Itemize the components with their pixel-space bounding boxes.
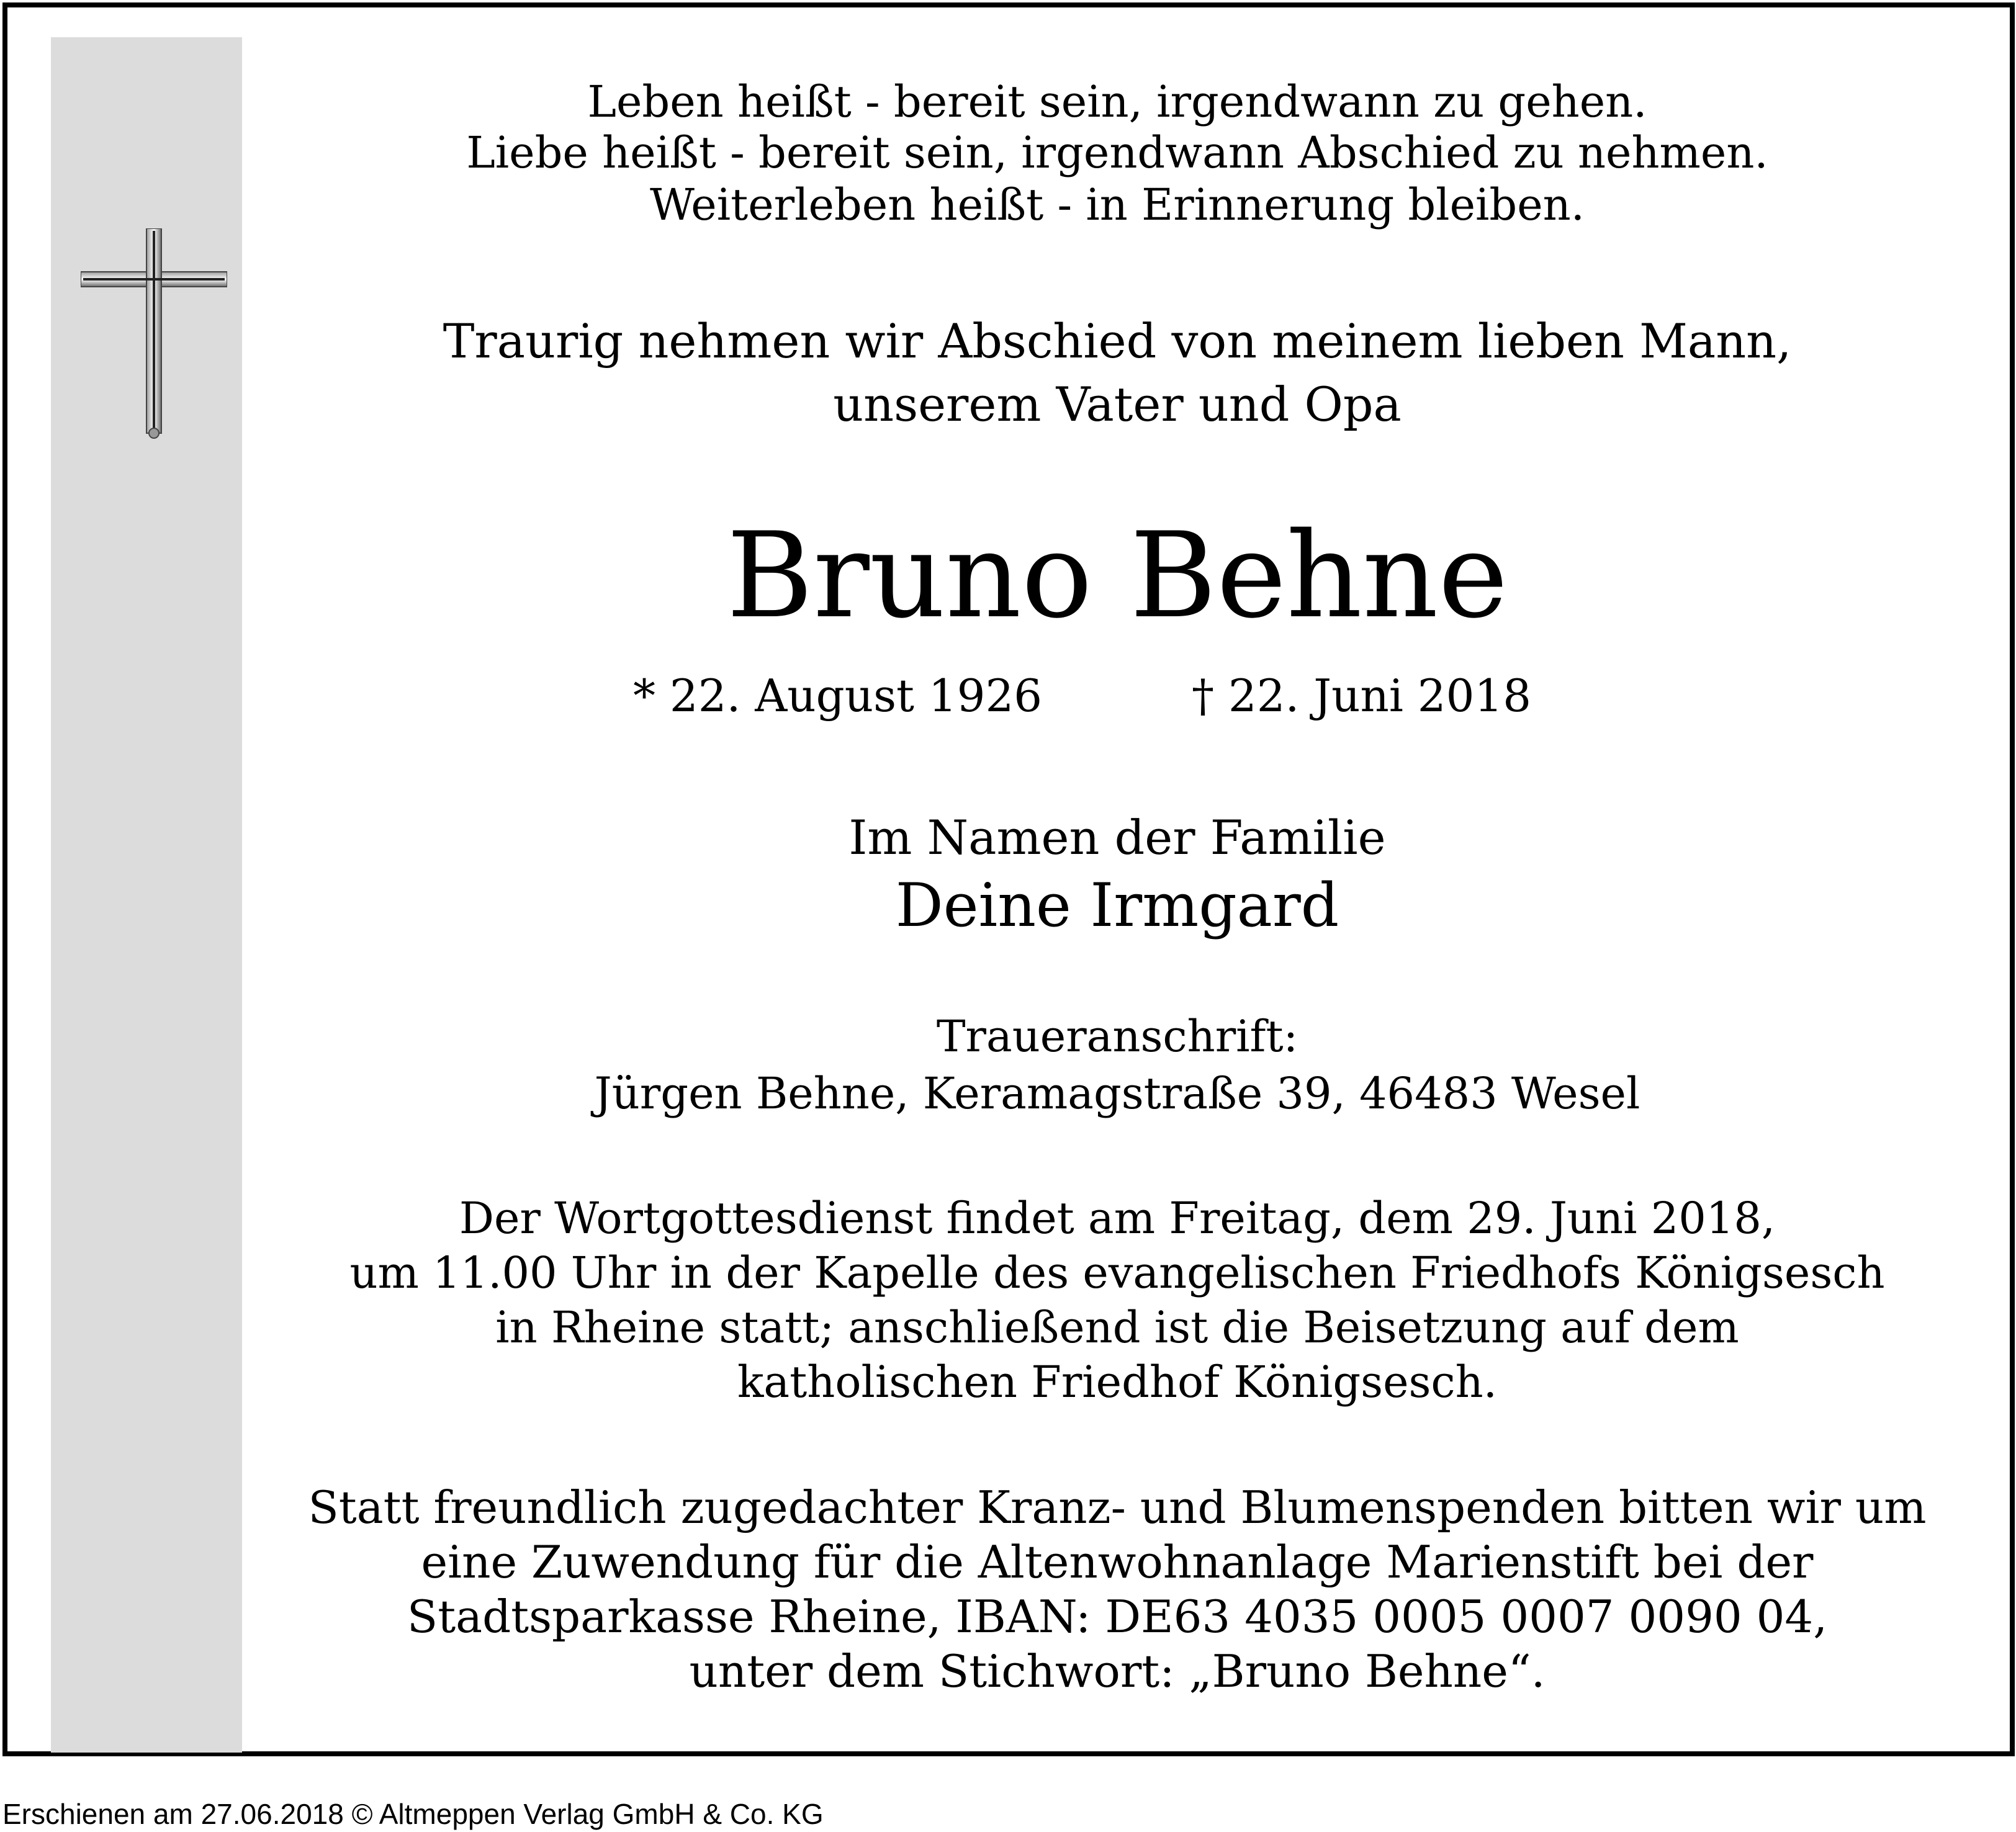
- family-label: Im Namen der Familie: [848, 810, 1386, 865]
- death-date: † 22. Juni 2018: [1192, 670, 1532, 722]
- cross-icon: [81, 228, 227, 439]
- birth-date: * 22. August 1926: [633, 670, 1043, 722]
- donation-line: Stadtsparkasse Rheine, IBAN: DE63 4035 0005 0007 0090 04,: [407, 1591, 1828, 1643]
- service-line: Der Wortgottesdienst findet am Freitag, dem 29. Juni 2018,: [459, 1193, 1776, 1244]
- donation-line: unter dem Stichwort: „Bruno Behne“.: [689, 1645, 1546, 1697]
- intro-line: Traurig nehmen wir Abschied von meinem lieben Mann,: [443, 313, 1792, 369]
- motto-line: Weiterleben heißt - in Erinnerung bleiben.: [650, 179, 1585, 230]
- donation-line: eine Zuwendung für die Altenwohnanlage Marienstift bei der: [421, 1536, 1814, 1588]
- motto-line: Liebe heißt - bereit sein, irgendwann Abschied zu nehmen.: [466, 127, 1768, 178]
- deceased-name: Bruno Behne: [726, 507, 1508, 644]
- service-line: um 11.00 Uhr in der Kapelle des evangelischen Friedhofs Königsesch: [349, 1247, 1885, 1298]
- service-line: in Rheine statt; anschließend ist die Beisetzung auf dem: [495, 1302, 1739, 1353]
- publication-footer: Erschienen am 27.06.2018 © Altmeppen Verlag GmbH & Co. KG: [2, 1798, 824, 1830]
- donation-line: Statt freundlich zugedachter Kranz- und Blumenspenden bitten wir um: [308, 1481, 1927, 1533]
- family-signature: Deine Irmgard: [895, 871, 1339, 940]
- intro-line: unserem Vater und Opa: [833, 377, 1402, 432]
- service-line: katholischen Friedhof Königsesch.: [737, 1357, 1497, 1408]
- motto-line: Leben heißt - bereit sein, irgendwann zu gehen.: [587, 76, 1647, 127]
- address-label: Traueranschrift:: [936, 1011, 1298, 1062]
- address-value: Jürgen Behne, Keramagstraße 39, 46483 Wesel: [594, 1068, 1640, 1119]
